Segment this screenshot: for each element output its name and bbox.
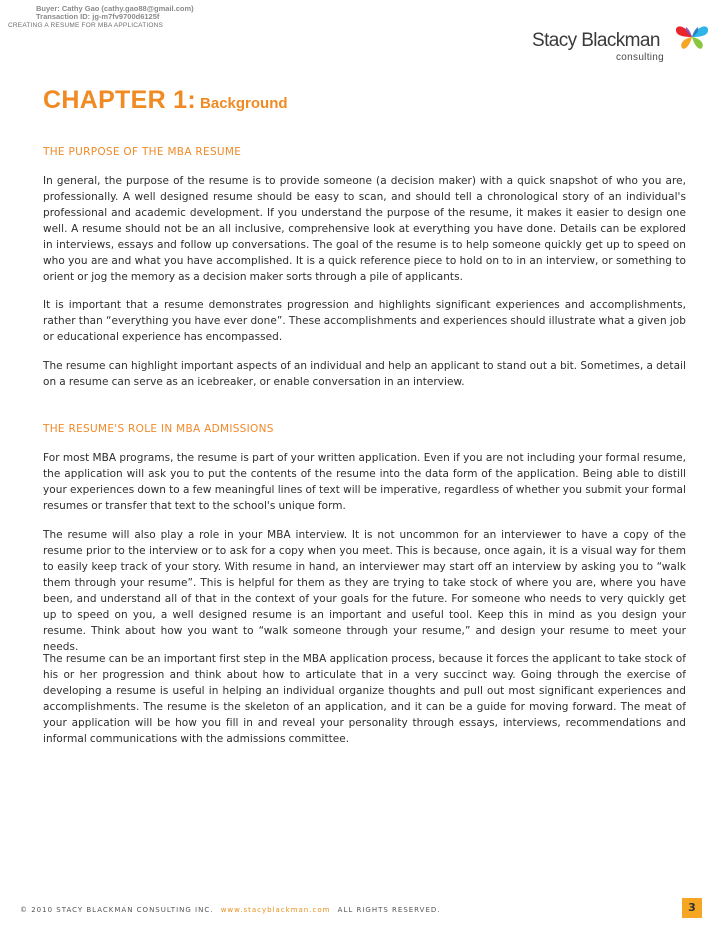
butterfly-icon xyxy=(673,22,711,52)
chapter-number: CHAPTER 1: xyxy=(43,86,197,114)
paragraph: For most MBA programs, the resume is part of your written application. Even if you are not including your formal resume, the application will ask you to put the contents of the resume into the data form of the application. Being able to distill your experiences down to a few meaningful lines of text will be imperative, regardless of whether you submit your formal resumes or transfer that text to the school's unique form. xyxy=(43,452,686,512)
footer-url-link[interactable]: www.stacyblackman.com xyxy=(220,906,331,914)
watermark-buyer-line: Buyer: Cathy Gao (cathy.gao88@gmail.com) xyxy=(36,4,194,13)
chapter-title xyxy=(43,86,288,115)
page-footer xyxy=(20,906,441,914)
logo-subtitle: consulting xyxy=(616,52,665,63)
section-heading-admissions: THE RESUME'S ROLE IN MBA ADMISSIONS xyxy=(43,423,274,435)
running-head: CREATING A RESUME FOR MBA APPLICATIONS xyxy=(8,22,164,29)
page-number-badge: 3 xyxy=(682,898,702,918)
logo-name: Stacy Blackman xyxy=(532,30,660,51)
section-heading-purpose: THE PURPOSE OF THE MBA RESUME xyxy=(43,146,242,158)
footer-copyright: © 2010 STACY BLACKMAN CONSULTING INC. xyxy=(20,906,214,914)
company-logo xyxy=(532,22,712,68)
paragraph: In general, the purpose of the resume is to provide someone (a decision maker) with a quick snapshot of who you are, professionally. A well designed resume should be easy to scan, and should tell a chronological story of an individual's professional and academic development. If you understand the purpose of the resume, it makes it easier to design one well. A resume should not be an all inclusive, comprehensive look at everything you have done. Details can be explored in interviews, essays and follow up conversations. The goal of the resume is to help someone quickly get up to speed on who you are and what you have accomplished. It is a quick reference piece to hold on to in an interview, or something to orient or jog the memory as a decision maker sorts through a pile of applicants. xyxy=(43,175,686,283)
paragraph: It is important that a resume demonstrates progression and highlights significant experiences and accomplishments, rather than “everything you have ever done”. These accomplishments and experiences should illustrate what a given job or educational experience has encompassed. xyxy=(43,299,686,343)
chapter-name: Background xyxy=(200,95,288,112)
footer-rights: ALL RIGHTS RESERVED. xyxy=(337,906,441,914)
buyer-watermark xyxy=(36,5,194,21)
paragraph: The resume will also play a role in your MBA interview. It is not uncommon for an interviewer to have a copy of the resume prior to the interview or to ask for a copy when you meet. This is because, once again, it is a visual way for them to easily keep track of your story. With resume in hand, an interviewer may start off an interview by asking you to “walk them through your resume”. This is helpful for them as they are trying to take stock of where you are, where you have been, and understand all of that in the context of your goals for the future. For someone who needs to very quickly get up to speed on you, a well designed resume is an important and useful tool. Keep this in mind as you design your resume. Think about how you want to “walk someone through your resume,” and design your resume to meet your needs. xyxy=(43,529,686,653)
paragraph: The resume can be an important first step in the MBA application process, because it forces the applicant to take stock of his or her progression and think about how to articulate that in a very succinct way. Going through the exercise of developing a resume is useful in helping an individual organize thoughts and pull out most significant experiences and accomplishments. The resume is the skeleton of an application, and it can be a guide for moving forward. The meat of your application will be how you fill in and reveal your personality through essays, interviews, recommendations and informal communications with the admissions committee. xyxy=(43,653,686,745)
paragraph: The resume can highlight important aspects of an individual and help an applicant to stand out a bit. Sometimes, a detail on a resume can serve as an icebreaker, or enable conversation in an interview. xyxy=(43,360,686,388)
watermark-transaction-line: Transaction ID: jg-m7fv9700d6125f xyxy=(36,12,160,21)
